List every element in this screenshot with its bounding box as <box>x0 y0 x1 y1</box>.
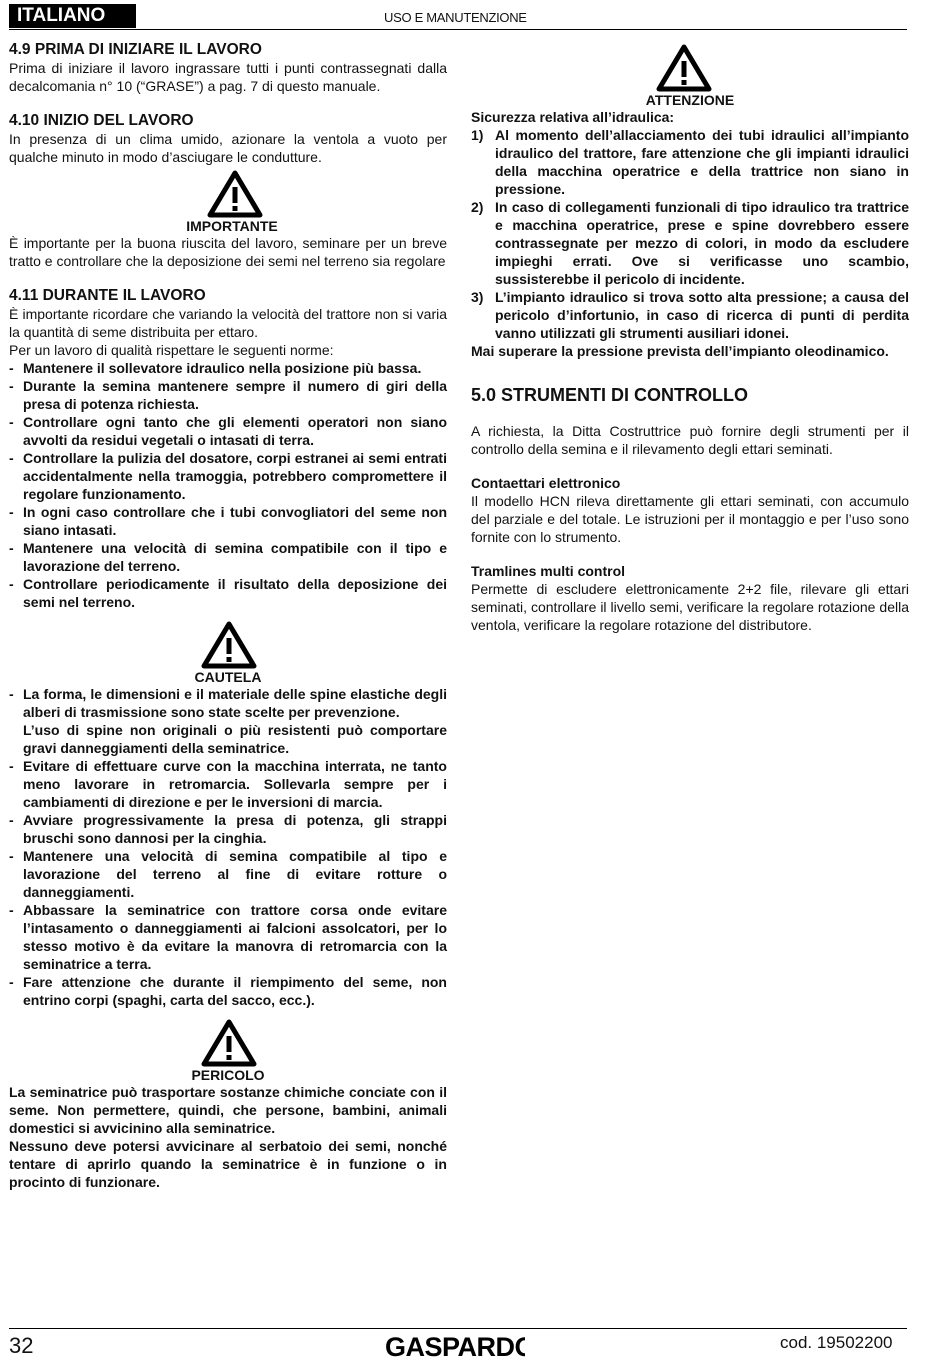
pericolo-warning <box>9 1019 447 1083</box>
pericolo-text1: La seminatrice può trasportare sostanze chimiche conciate con il seme. Non permettere, quindi, che persone, bambini, animali domestici si avvicinino alla seminatrice. <box>9 1084 447 1136</box>
list-item: - Avviare progressivamente la presa di potenza, gli strappi bruschi sono dannosi per la cinghia. <box>9 812 447 846</box>
brand-logo <box>385 1331 525 1366</box>
cautela-warning <box>9 621 447 685</box>
contaettari-text: Il modello HCN rileva direttamente gli ettari seminati, con accumulo del parziale e del totale. Le istruzioni per il montaggio e per l’uso sono fornite con lo strumento. <box>471 493 909 545</box>
section-5-0-title: 5.0 STRUMENTI DI CONTROLLO <box>471 385 749 405</box>
list-item: - Evitare di effettuare curve con la macchina interrata, ne tanto meno lavorare in retromarcia. Sollevarla sempre per i cambiamenti di direzione e per le inversioni di marcia. <box>9 758 447 810</box>
cautela-list <box>9 685 447 1009</box>
section-4-11-title: 4.11 DURANTE IL LAVORO <box>9 287 206 304</box>
footer-divider <box>9 1328 907 1329</box>
list-item: - Controllare periodicamente il risultato della deposizione dei semi nel terreno. <box>9 576 447 610</box>
list-item: - Durante la semina mantenere sempre il numero di giri della presa di potenza richiesta. <box>9 378 447 412</box>
section-4-11-text1: È importante ricordare che variando la velocità del trattore non si varia la quantità di seme distribuita per ettaro. <box>9 306 447 340</box>
attenzione-subtitle: Sicurezza relativa all’idraulica: <box>471 109 675 125</box>
header-title: USO E MANUTENZIONE <box>384 10 527 25</box>
section-4-11-text2: Per un lavoro di qualità rispettare le seguenti norme: <box>9 342 334 358</box>
list-item: - La forma, le dimensioni e il materiale delle spine elastiche degli alberi di trasmissione sono state scelte per prevenzione. L’uso di spine non originali o più resistenti può comportare gravi danneggiamenti della seminatrice. <box>9 686 447 756</box>
list-item: - Controllare la pulizia del dosatore, corpi estranei ai semi entrati accidentalmente nella tramoggia, potrebbero compromettere il regolare funzionamento. <box>9 450 447 502</box>
list-item: - Abbassare la seminatrice con trattore corsa onde evitare l’intasamento o danneggiamenti ai falcioni assolcatori, per lo stesso motivo è da evitare la manovra di retromarcia con la seminatrice a terra. <box>9 902 447 972</box>
left-column <box>9 40 447 1191</box>
svg-text:GASPARDO: GASPARDO <box>385 1332 525 1361</box>
attenzione-label: ATTENZIONE <box>645 92 735 108</box>
pericolo-label: PERICOLO <box>191 1067 265 1083</box>
document-code: cod. 19502200 <box>780 1333 893 1352</box>
importante-label: IMPORTANTE <box>186 218 278 234</box>
section-4-9-title: 4.9 PRIMA DI INIZIARE IL LAVORO <box>9 41 262 58</box>
header-divider <box>9 29 907 30</box>
list-item: - Mantenere una velocità di semina compatibile con il tipo e lavorazione del terreno. <box>9 540 447 574</box>
cautela-label: CAUTELA <box>194 669 262 685</box>
tramlines-text: Permette di escludere elettronicamente 2+2 file, rilevare gli ettari seminati, controllare il livello semi, verificare la regolare rotazione della ventola, verificare la regolare rotazione del distributore. <box>471 581 909 633</box>
section-4-10-text: In presenza di un clima umido, azionare la ventola a vuoto per qualche minuto in modo d’asciugare le condutture. <box>9 131 447 165</box>
attenzione-final: Mai superare la pressione prevista dell’impianto oleodinamico. <box>471 343 889 359</box>
tramlines-title: Tramlines multi control <box>471 563 626 579</box>
contaettari-title: Contaettari elettronico <box>471 475 621 491</box>
right-column <box>471 40 909 634</box>
language-tab: ITALIANO <box>9 4 136 28</box>
gaspardo-logo-icon <box>385 1331 525 1361</box>
pericolo-text2: Nessuno deve potersi avvicinare al serbatoio dei semi, nonché tentare di aprirlo quando la seminatrice è in funzione o in procinto di funzionare. <box>9 1138 447 1190</box>
attenzione-warning <box>471 44 909 108</box>
list-item: 3) L’impianto idraulico si trova sotto alta pressione; a causa del pericolo d’infortunio, in caso di ricerca di punti di perdita vanno utilizzati gli strumenti ausiliari idonei. <box>471 289 909 341</box>
section-4-9-text: Prima di iniziare il lavoro ingrassare tutti i punti contrassegnati dalla decalcomania n° 10 (“GRASE”) a pag. 7 di questo manuale. <box>9 60 447 94</box>
list-item: - Mantenere una velocità di semina compatibile al tipo e lavorazione del terreno al fine di evitare rotture o danneggiamenti. <box>9 848 447 900</box>
list-item: - In ogni caso controllare che i tubi convogliatori del seme non siano intasati. <box>9 504 447 538</box>
warning-triangle-icon <box>207 170 263 218</box>
section-4-11-list <box>9 359 447 611</box>
page-number: 32 <box>9 1333 34 1358</box>
list-item: - Mantenere il sollevatore idraulico nella posizione più bassa. <box>9 360 422 376</box>
list-item: 1) Al momento dell’allacciamento dei tubi idraulici all’impianto idraulico del trattore, fare attenzione che gli impianti idraulici della macchina operatrice e della trattrice non siano in pressione. <box>471 127 909 197</box>
importante-text: È importante per la buona riuscita del lavoro, seminare per un breve tratto e controllare che la deposizione dei semi nel terreno sia regolare <box>9 235 447 269</box>
warning-triangle-icon <box>201 1019 257 1067</box>
attenzione-list <box>471 126 909 342</box>
list-item: - Fare attenzione che durante il riempimento del seme, non entrino corpi (spaghi, carta del sacco, ecc.). <box>9 974 447 1008</box>
section-5-0-text: A richiesta, la Ditta Costruttrice può fornire degli strumenti per il controllo della semina e il rilevamento degli ettari seminati. <box>471 423 909 457</box>
list-item: 2) In caso di collegamenti funzionali di tipo idraulico tra trattrice e macchina operatrice, prese e spine dovrebbero essere contrassegnate per mezzo di colori, in modo da escludere impieghi errati. Ove si verificasse uno scambio, sussisterebbe il pericolo di incidente. <box>471 199 909 287</box>
section-4-10-title: 4.10 INIZIO DEL LAVORO <box>9 112 194 129</box>
importante-warning <box>9 170 447 234</box>
warning-triangle-icon <box>656 44 712 92</box>
warning-triangle-icon <box>201 621 257 669</box>
list-item: - Controllare ogni tanto che gli elementi operatori non siano avvolti da residui vegetali o intasati di terra. <box>9 414 447 448</box>
page-header <box>9 4 907 30</box>
